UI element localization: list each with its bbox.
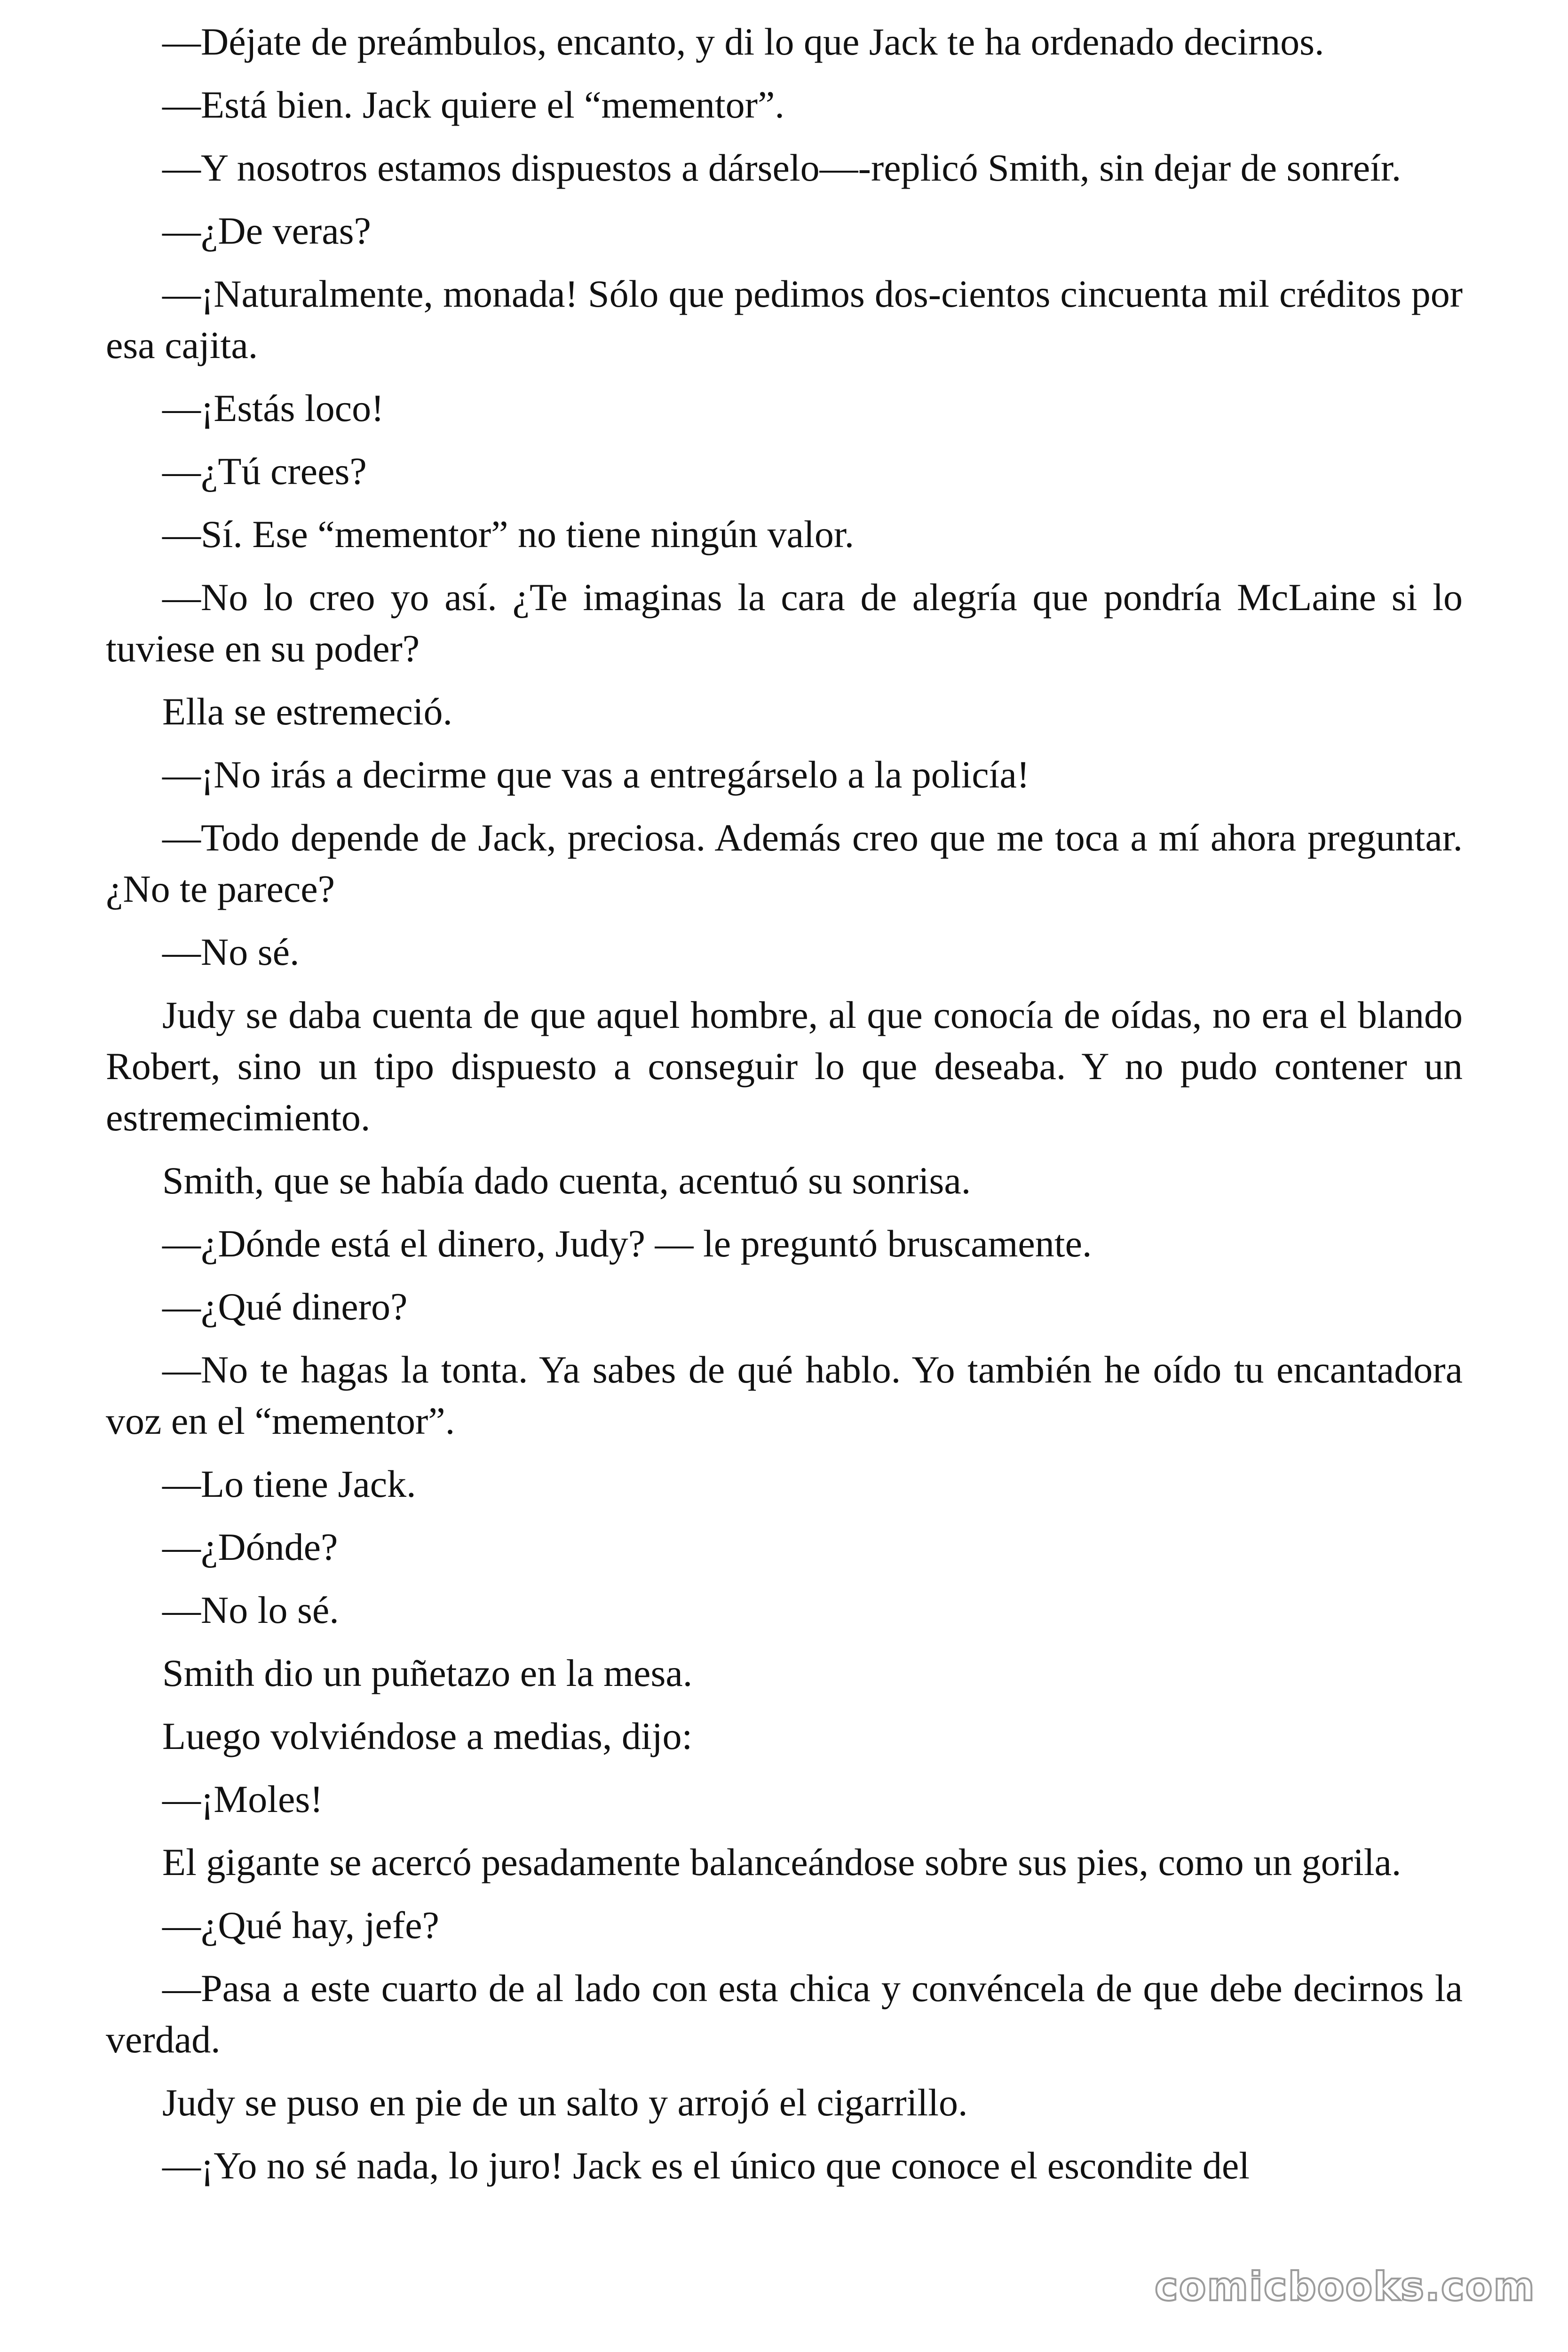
paragraph: El gigante se acercó pesadamente balanceándose sobre sus pies, como un gorila. bbox=[162, 1841, 1402, 1883]
paragraph: —¿Tú crees? bbox=[162, 450, 367, 493]
paragraph: —¿Qué hay, jefe? bbox=[162, 1904, 439, 1947]
paragraph: Ella se estremeció. bbox=[162, 690, 453, 733]
paragraph: —No lo creo yo así. ¿Te imaginas la cara de alegría que pondría McLaine si lo tuviese en su poder? bbox=[106, 576, 1463, 670]
paragraph: —¡Yo no sé nada, lo juro! Jack es el único que conoce el escondite del bbox=[162, 2144, 1250, 2187]
paragraph: —Lo tiene Jack. bbox=[162, 1462, 416, 1505]
paragraph: —No te hagas la tonta. Ya sabes de qué hablo. Yo también he oído tu encantadora voz en el “mementor”. bbox=[106, 1348, 1463, 1442]
paragraph: —No sé. bbox=[162, 930, 300, 973]
paragraph: —No lo sé. bbox=[162, 1589, 339, 1631]
paragraph: —¡No irás a decirme que vas a entregárselo a la policía! bbox=[162, 753, 1030, 796]
page-text bbox=[106, 16, 1463, 2203]
paragraph: —Todo depende de Jack, preciosa. Además creo que me toca a mí ahora preguntar. ¿No te parece? bbox=[106, 816, 1463, 910]
paragraph: —Déjate de preámbulos, encanto, y di lo que Jack te ha ordenado decirnos. bbox=[162, 20, 1324, 63]
paragraph: Judy se daba cuenta de que aquel hombre, al que conocía de oídas, no era el blando Robert, sino un tipo dispuesto a conseguir lo que deseaba. Y no pudo contener un estremecimiento. bbox=[106, 993, 1463, 1139]
watermark-logo: comicbooks.com bbox=[1155, 2264, 1536, 2310]
paragraph: —Y nosotros estamos dispuestos a dárselo—-replicó Smith, sin dejar de sonreír. bbox=[162, 146, 1402, 189]
paragraph: Smith dio un puñetazo en la mesa. bbox=[162, 1652, 693, 1694]
paragraph: —¿Qué dinero? bbox=[162, 1285, 408, 1328]
paragraph: —¿Dónde está el dinero, Judy? — le preguntó bruscamente. bbox=[162, 1222, 1092, 1265]
paragraph: —¿De veras? bbox=[162, 209, 371, 252]
paragraph: —¡Moles! bbox=[162, 1778, 323, 1820]
paragraph: Smith, que se había dado cuenta, acentuó su sonrisa. bbox=[162, 1159, 971, 1202]
paragraph: —¡Naturalmente, monada! Sólo que pedimos dos-cientos cincuenta mil créditos por esa cajita. bbox=[106, 272, 1463, 366]
paragraph: Luego volviéndose a medias, dijo: bbox=[162, 1715, 693, 1757]
paragraph: —¿Dónde? bbox=[162, 1526, 338, 1568]
paragraph: Judy se puso en pie de un salto y arrojó el cigarrillo. bbox=[162, 2081, 968, 2124]
paragraph: —Sí. Ese “mementor” no tiene ningún valor. bbox=[162, 513, 855, 556]
paragraph: —Pasa a este cuarto de al lado con esta chica y convéncela de que debe decirnos la verdad. bbox=[106, 1967, 1463, 2061]
paragraph: —Está bien. Jack quiere el “mementor”. bbox=[162, 83, 784, 126]
paragraph: —¡Estás loco! bbox=[162, 387, 384, 429]
